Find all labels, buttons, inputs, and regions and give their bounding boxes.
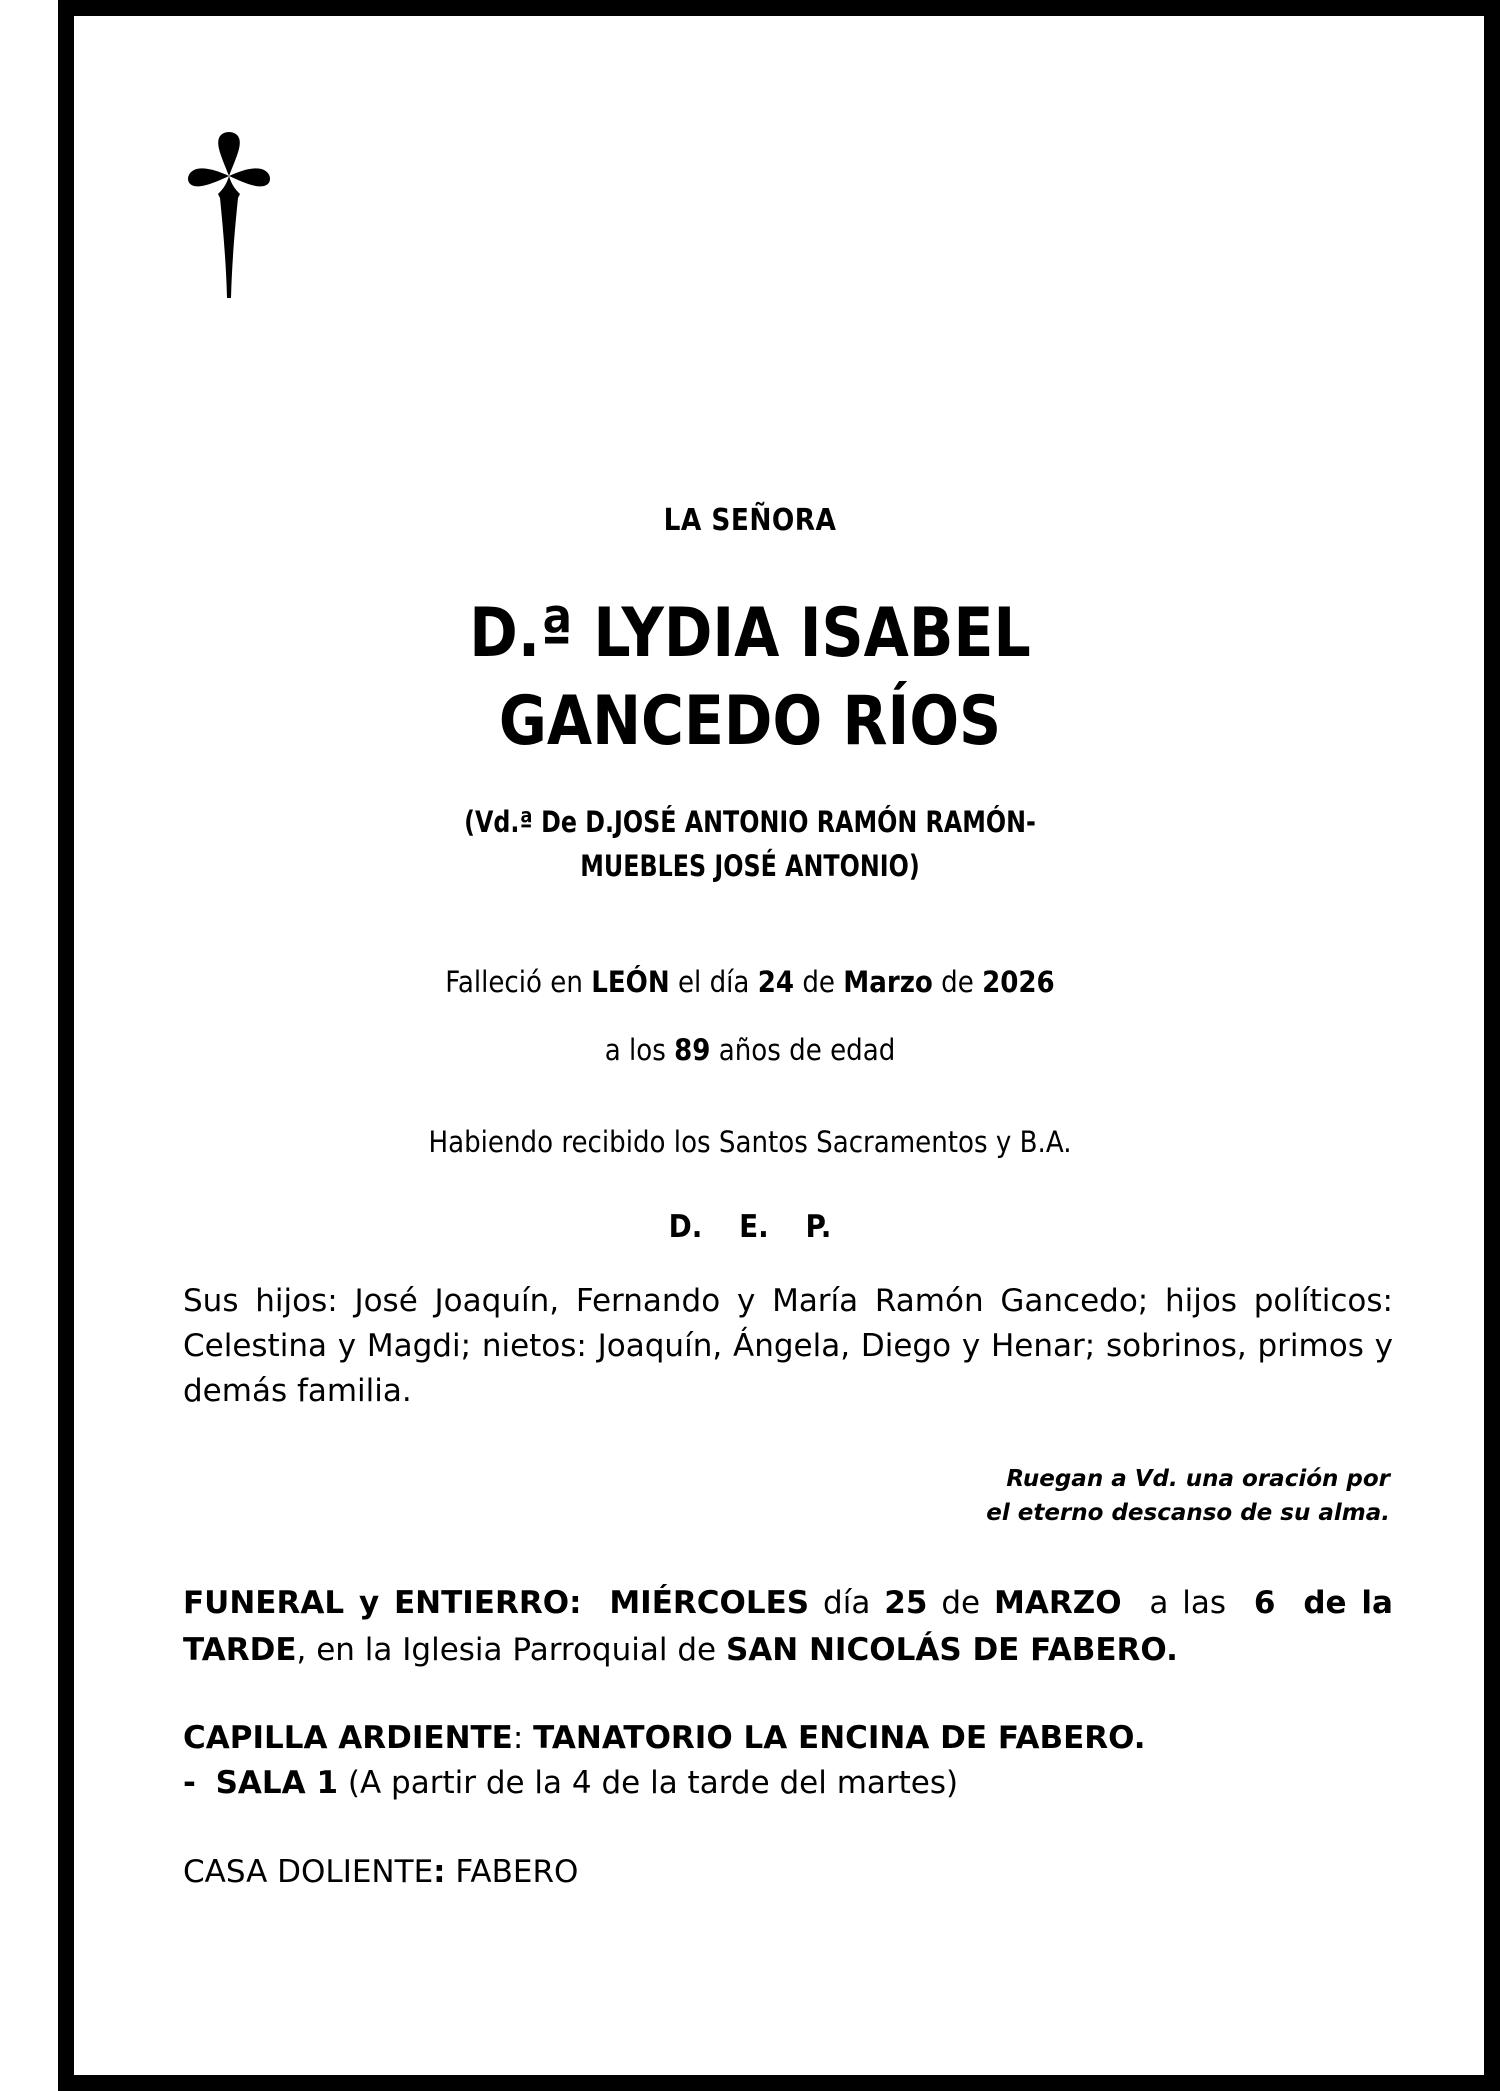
capilla-colon: : [512,1720,524,1756]
capilla-dash: - [183,1765,196,1801]
death-place: LEÓN [591,965,670,999]
casa-label: CASA DOLIENTE [183,1854,434,1890]
capilla-label: CAPILLA ARDIENTE [183,1720,513,1756]
funeral-month: MARZO [994,1585,1122,1621]
death-month: Marzo [843,965,933,999]
death-day-prefix: el día [678,965,750,999]
dep-abbreviation: D. E. P. [668,1209,832,1245]
death-day: 24 [757,965,795,999]
funeral-info [183,1580,1393,1674]
sacraments-line: Habiendo recibido los Santos Sacramentos y B.A. [428,1125,1072,1159]
deceased-name-line-2: GANCEDO RÍOS [498,682,1002,761]
funeral-comma: , [296,1632,307,1668]
funeral-place: SAN NICOLÁS DE FABERO. [725,1632,1178,1668]
age-value: 89 [674,1033,711,1067]
deceased-name [105,590,1395,766]
funeral-day: 25 [884,1585,928,1621]
santiago-cross-icon [186,128,272,304]
death-de-2: de [941,965,974,999]
death-year: 2026 [982,965,1055,999]
funeral-label: FUNERAL y ENTIERRO: [183,1585,582,1621]
age-info [75,1030,1425,1070]
deceased-name-line-1: D.ª LYDIA ISABEL [469,594,1031,673]
family-list: Sus hijos: José Joaquín, Fernando y María Ramón Gancedo; hijos políticos: Celestina y Magdi; nietos: Joaquín, Ángela, Diego y Henar; sobrinos, primos y demás familia. [183,1283,1393,1409]
prayer-line-2: el eterno descanso de su alma. [986,1500,1390,1526]
title-la-senora: LA SEÑORA [663,503,837,538]
capilla-room-note: (A partir de la 4 de la tarde del martes) [347,1765,959,1801]
casa-colon: : [433,1854,446,1890]
death-prefix: Falleció en [445,965,583,999]
capilla-line-2 [183,1761,1393,1806]
prayer-request [700,1462,1390,1530]
funeral-time-prefix: a las [1149,1585,1227,1621]
capilla-ardiente-info [183,1716,1393,1806]
prayer-line-1: Ruegan a Vd. una oración por [1006,1466,1390,1492]
death-de-1: de [802,965,835,999]
casa-place: FABERO [455,1854,579,1890]
funeral-day-prefix: día [823,1585,871,1621]
capilla-place: TANATORIO LA ENCINA DE FABERO. [533,1720,1146,1756]
casa-doliente-info [183,1850,1393,1895]
age-prefix: a los [604,1033,666,1067]
funeral-place-prefix: en la Iglesia Parroquial de [316,1632,717,1668]
funeral-weekday: MIÉRCOLES [609,1585,810,1621]
capilla-line-1 [183,1716,1393,1761]
funeral-hour: 6 [1253,1585,1276,1621]
widow-line-1: (Vd.ª De D.JOSÉ ANTONIO RAMÓN RAMÓN- [464,805,1036,839]
age-suffix: años de edad [718,1033,896,1067]
funeral-de: de [941,1585,981,1621]
funeral-time-suffix: de la TARDE [183,1585,1393,1668]
capilla-room: SALA 1 [215,1765,339,1801]
widow-line-2: MUEBLES JOSÉ ANTONIO) [580,849,920,883]
widow-of [135,800,1365,888]
death-info [75,962,1425,1002]
